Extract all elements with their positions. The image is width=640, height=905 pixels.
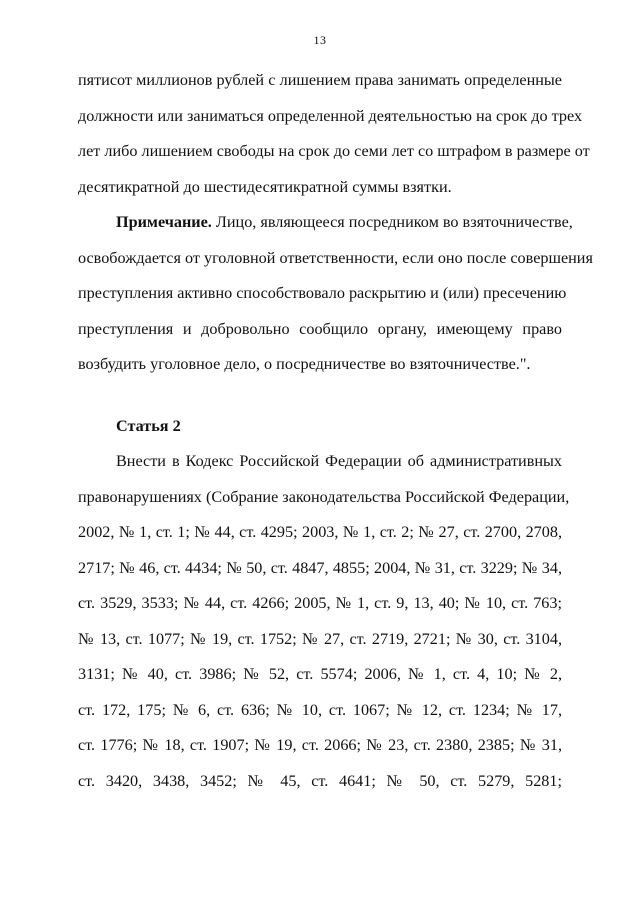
paragraph-line: должности или заниматься определенной деятельностью на срок до трех bbox=[78, 106, 583, 125]
note-label: Примечание. bbox=[116, 213, 212, 231]
note-line: возбудить уголовное дело, о посредничестве во взяточничестве.". bbox=[78, 355, 531, 373]
article-line: правонарушениях (Собрание законодательства Российской Федерации, bbox=[78, 487, 570, 506]
paragraph-line: десятикратной до шестидесятикратной суммы взятки. bbox=[78, 177, 452, 196]
article-line: ст. 3420, 3438, 3452; № 45, ст. 4641; № 50, ст. 5279, 5281; bbox=[78, 771, 562, 790]
page-number: 13 bbox=[313, 33, 327, 47]
note-line: преступления и добровольно сообщило органу, имеющему право bbox=[78, 319, 562, 338]
article-line: Внести в Кодекс Российской Федерации об административных bbox=[116, 452, 562, 470]
article-line: 2002, № 1, ст. 1; № 44, ст. 4295; 2003, № 1, ст. 2; № 27, ст. 2700, 2708, bbox=[78, 523, 562, 541]
article-line: ст. 172, 175; № 6, ст. 636; № 10, ст. 1067; № 12, ст. 1234; № 17, bbox=[78, 700, 562, 719]
text-block-paragraph-and-note bbox=[78, 63, 593, 383]
paragraph-line: лет либо лишением свободы на срок до семи лет со штрафом в размере от bbox=[78, 142, 590, 160]
article-line: ст. 3529, 3533; № 44, ст. 4266; 2005, № 1, ст. 9, 13, 40; № 10, ст. 763; bbox=[78, 594, 562, 612]
note-line: освобождается от уголовной ответственности, если оно после совершения bbox=[78, 248, 593, 267]
paragraph-line: пятисот миллионов рублей с лишением права занимать определенные bbox=[78, 71, 562, 89]
article-line: 2717; № 46, ст. 4434; № 50, ст. 4847, 4855; 2004, № 31, ст. 3229; № 34, bbox=[78, 558, 562, 577]
article-heading: Статья 2 bbox=[116, 417, 181, 435]
note-line: преступления активно способствовало раскрытию и (или) пресечению bbox=[78, 284, 567, 302]
article-line: № 13, ст. 1077; № 19, ст. 1752; № 27, ст. 2719, 2721; № 30, ст. 3104, bbox=[78, 629, 562, 648]
article-line: ст. 1776; № 18, ст. 1907; № 19, ст. 2066; № 23, ст. 2380, 2385; № 31, bbox=[78, 736, 562, 754]
article-line: 3131; № 40, ст. 3986; № 52, ст. 5574; 2006, № 1, ст. 4, 10; № 2, bbox=[78, 665, 562, 683]
text-block-article-2 bbox=[78, 444, 570, 799]
note-first-line bbox=[78, 205, 573, 241]
note-first-line-text: Лицо, являющееся посредником во взяточничестве, bbox=[211, 213, 573, 231]
